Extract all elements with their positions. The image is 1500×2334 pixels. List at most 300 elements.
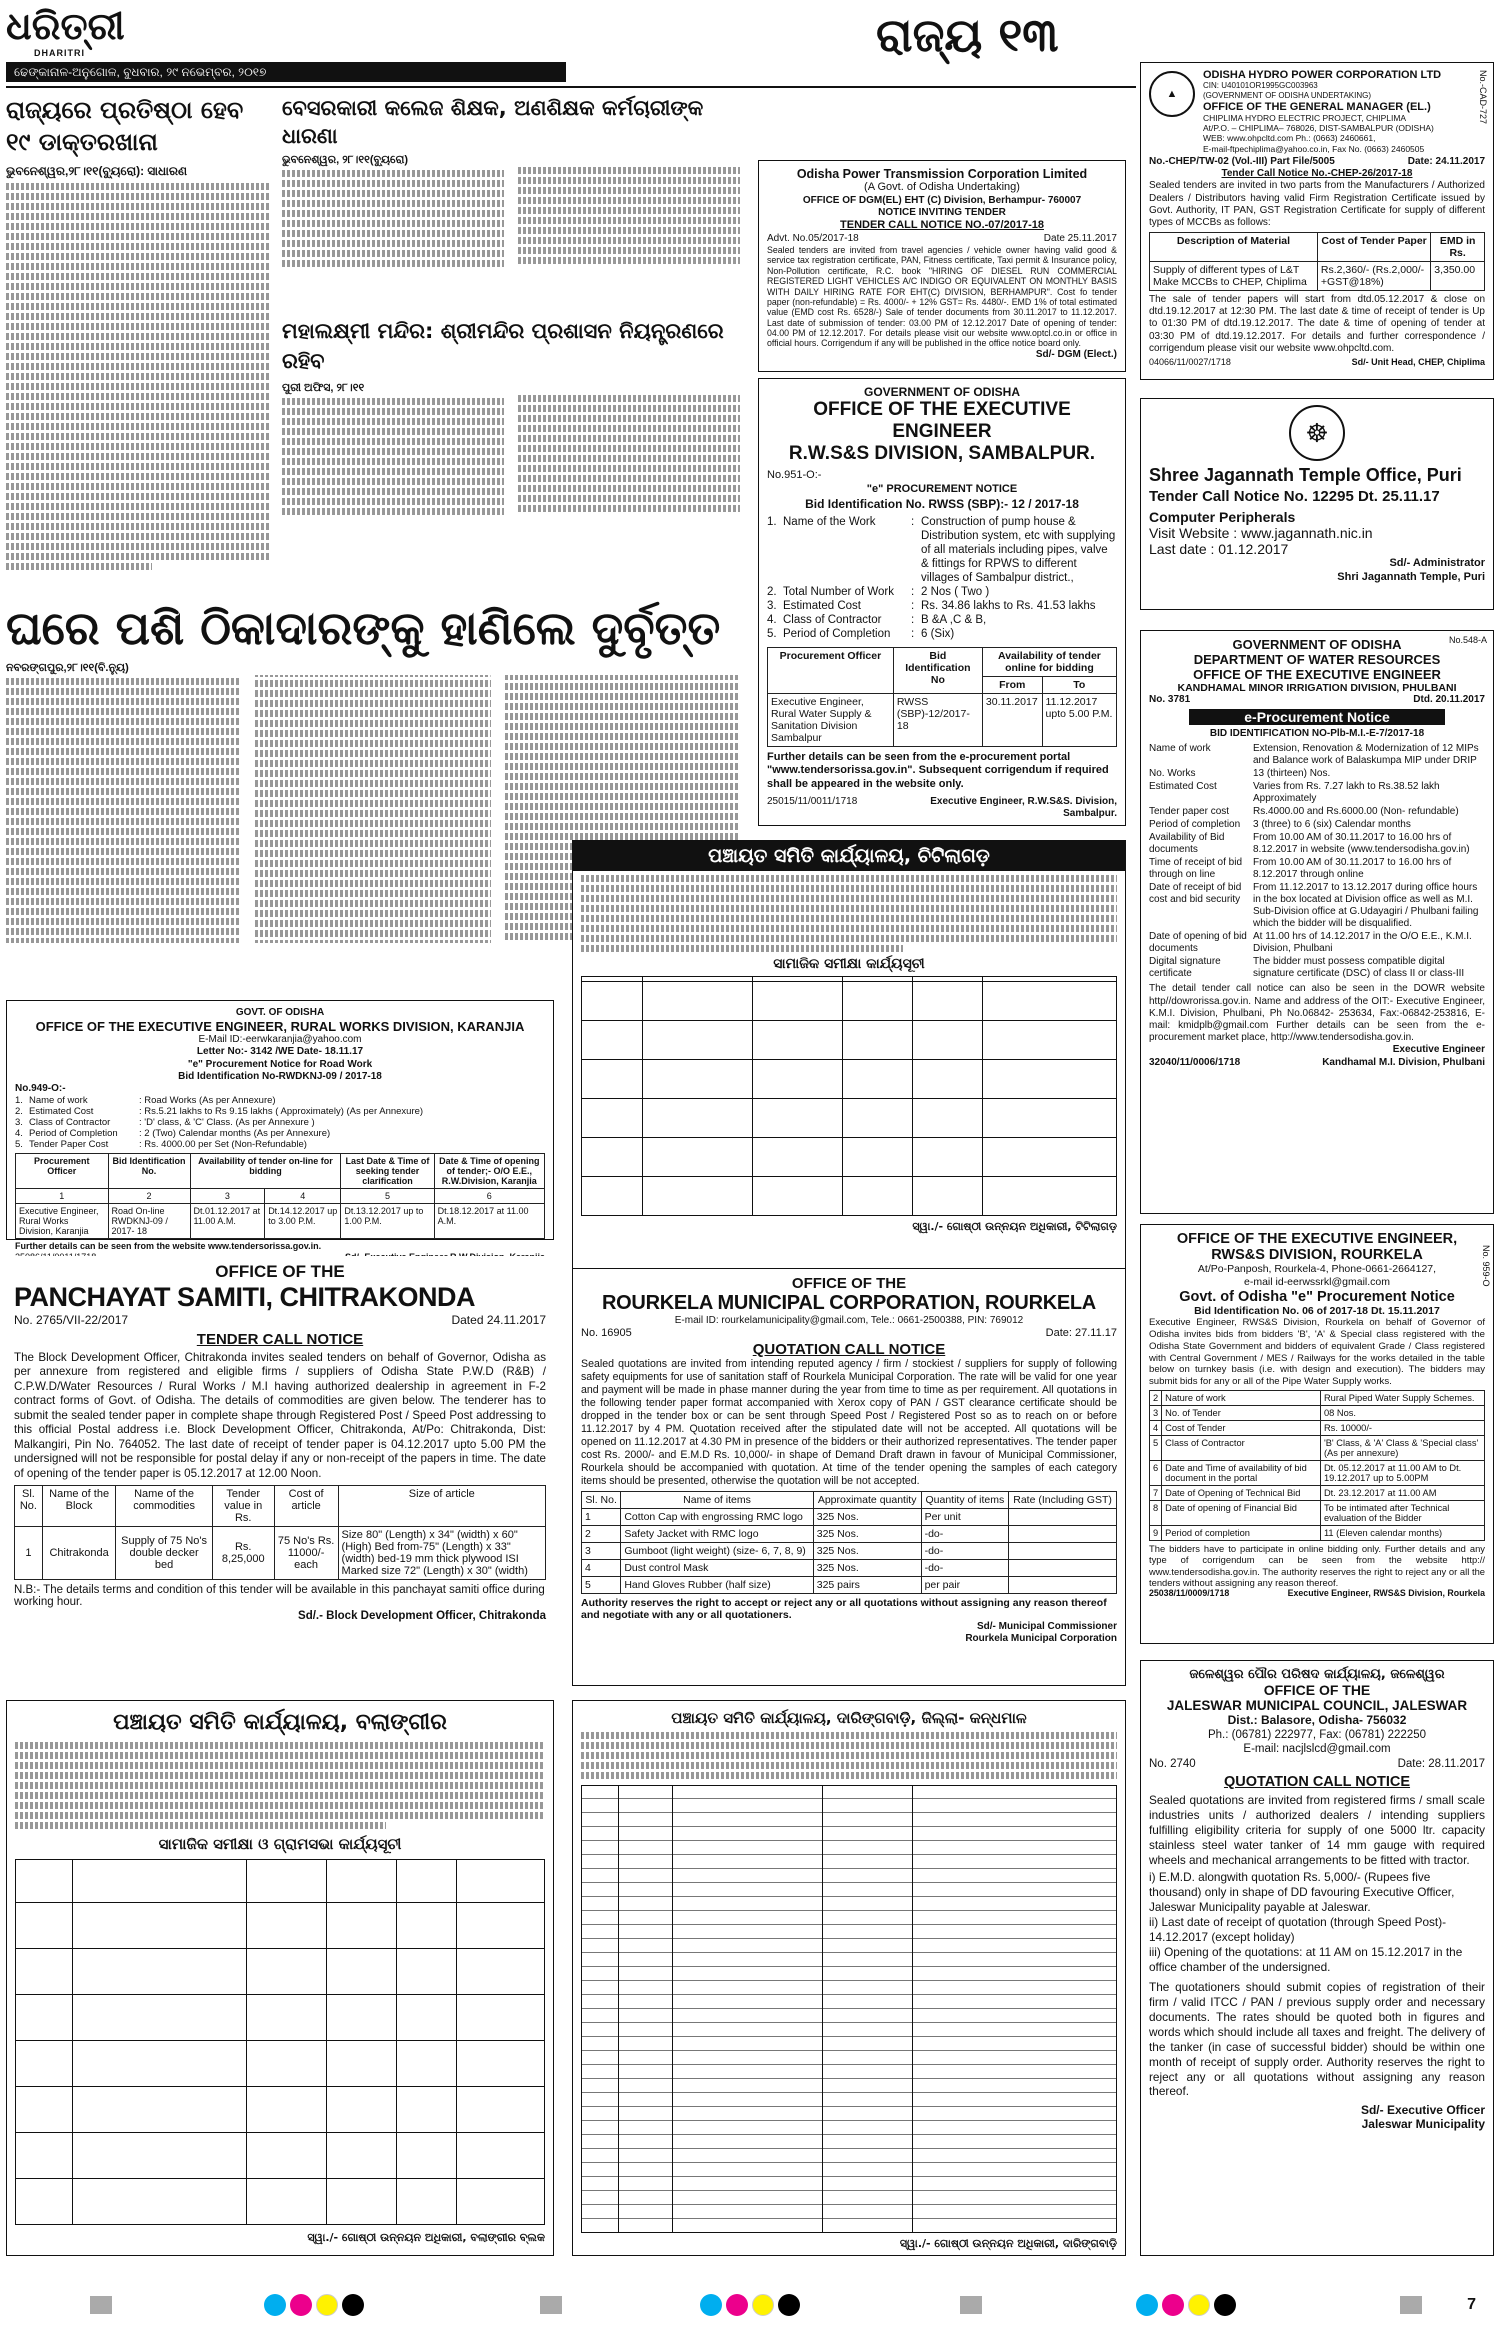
ad-adv: Advt. No.05/2017-18 (767, 232, 859, 244)
ad-jagannath (1140, 398, 1494, 610)
table-col-rule (456, 1860, 457, 2224)
table-head-cell: Bid Identification No (893, 647, 982, 693)
dateline-bar (6, 62, 566, 82)
color-dot-black (778, 2294, 800, 2316)
item-label: Tender paper cost (1149, 806, 1230, 818)
list-item (1149, 819, 1485, 831)
table-cell (1009, 1509, 1117, 1526)
ad-ref-line (767, 233, 1117, 245)
color-dot-magenta (290, 2294, 312, 2316)
table-cell: 325 Nos. (813, 1560, 921, 1577)
table-head-cell: Availability of tender online for bidding (982, 647, 1116, 676)
ad-address: At/P.O. – CHIPLIMA– 768026, DIST-SAMBALPUR (ODISHA) (1203, 122, 1434, 133)
ad-bid: Bid Identification No. 06 of 2017-18 Dt. 15.11.2017 (1194, 1304, 1440, 1317)
table-cell: 'B' Class, & 'A' Class & 'Special class' (As per annexure) (1320, 1435, 1484, 1460)
ad-date: Dated 24.11.2017 (451, 1313, 546, 1327)
color-dot-black (342, 2294, 364, 2316)
table-cell: 2 (582, 1526, 621, 1543)
ad-date: Date: 28.11.2017 (1397, 1757, 1485, 1770)
ad-ref-line (1149, 1757, 1485, 1771)
ad-points (1149, 1870, 1485, 1974)
ad-notice: NOTICE INVITING TENDER (878, 206, 1006, 218)
ad-title: ପଞ୍ଚାୟତ ସମିତି କାର୍ଯ୍ୟାଳୟ, ବଲାଙ୍ଗୀର (113, 1710, 447, 1735)
table-col-rule (982, 977, 983, 1215)
ad-notice: "e" PROCUREMENT NOTICE (866, 482, 1018, 495)
ohpc-side-no: No.-CAD-727 (1478, 70, 1488, 125)
item-num: 3. (767, 599, 777, 612)
table-cell: Per unit (921, 1509, 1009, 1526)
color-dot-magenta (1162, 2294, 1184, 2316)
item-value: 3 (three) to 6 (six) Calendar months (1253, 819, 1411, 831)
ad-title: JALESWAR MUNICIPAL COUNCIL, JALESWAR (1166, 1698, 1468, 1713)
table-cell: Dt. 05.12.2017 at 11.00 AM to Dt. 19.12.2017 up to 5.00PM (1320, 1460, 1484, 1485)
table-cell: Dt.14.12.2017 up to 3.00 P.M. (265, 1204, 341, 1239)
table-cell: 4 (582, 1560, 621, 1577)
ad-no: No. 3781 (1149, 694, 1191, 705)
ad-govt: (GOVERNMENT OF ODISHA UNDERTAKING) (1203, 90, 1372, 100)
ad-ref: 25015/11/0011/1718 (767, 795, 858, 807)
ad-office: OFFICE OF THE (791, 1275, 907, 1292)
table-cell: Nature of work (1162, 1390, 1321, 1405)
ad-sign: Sd/- Executive Officer (1360, 2103, 1485, 2118)
ad-balangir (6, 1700, 554, 2256)
table-col-rule (822, 1786, 823, 2232)
ad-bid: BID IDENTIFICATION NO-Plb-M.I.-E-7/2017-18 (1209, 728, 1425, 740)
ad-badge: No.548-A (1448, 635, 1487, 645)
ad-govt: GOVT. OF ODISHA (235, 1007, 325, 1018)
table-cell: Hand Gloves Rubber (half size) (621, 1577, 813, 1594)
table-cell (1009, 1560, 1117, 1577)
ad-web: WEB: www.ohpcltd.com Ph.: (0663) 2460661, (1203, 133, 1376, 144)
ad-table (14, 1485, 546, 1580)
ad-sign: Executive Engineer (1392, 1044, 1485, 1056)
color-dot-magenta (726, 2294, 748, 2316)
table-col-rule (246, 1860, 247, 2224)
ad-sign: ସ୍ୱା./- ଗୋଷ୍ଠୀ ଉନ୍ନୟନ ଅଧିକାରୀ, ଦାରିଙ୍ଗବାଡ଼ି (899, 2237, 1117, 2250)
table-cell: 75 No's Rs. 11000/- each (274, 1527, 338, 1580)
item-label: Date of opening of bid documents (1149, 931, 1247, 955)
table-head-cell: From (982, 676, 1042, 693)
table-cell: Rs. 8,25,000 (212, 1527, 274, 1580)
ad-daringbadi (572, 1700, 1126, 2256)
item-num: 4. (767, 613, 777, 626)
table-head-cell: Cost of article (274, 1486, 338, 1527)
item-value: : 2 (Two) Calendar months (As per Annexure) (139, 1128, 331, 1140)
ad-ref-line (1149, 156, 1485, 168)
ad-sign: Sd/- Administrator (1389, 557, 1485, 569)
table-cell: 30.11.2017 (982, 693, 1042, 746)
ad-body: Sealed tenders are invited from travel agencies / vehicle owner having valid good & service tax registration certificate, PAN, Fitness certificate, Taxi permit & Insurance policy, Non-Pollution certificate, R.C. book "HIRING OF DIESEL RUN COMMERCIAL REGISTERED LIGHT VEHICLES A/C INDIGO OR EQUIVALENT ON MONTHLY BASIS WITH DAILY HIRING RATE FOR EHT(C) DIVISION, BERHAMPUR". Cost fo tender paper (non-refundable) = Rs. 4000/- + 12% GST= Rs. 4480/-. EMD 1% of total estimated value (EMD cost Rs. 6528/-) Sale of tender documents from 30.11.2017 to 11.12.2017. Last date of submission of tender: 03.00 PM of 12.12.2017 Date of opening of tender: 04.00 PM of 12.12.2017. For details please visit our website www.optcl.co.in or office in official hours. Corrigendum if any will be published in the office notice board only. (767, 245, 1117, 349)
ad-date: Date 25.11.2017 (1043, 232, 1117, 244)
table-cell: Executive Engineer, Rural Works Division, Karanjia (16, 1204, 109, 1239)
item-num: 1. (15, 1095, 23, 1107)
item-label: Estimated Cost (29, 1106, 94, 1118)
table-cell: 325 pairs (813, 1577, 921, 1594)
gray-swatch (1400, 2296, 1422, 2314)
ohpc-head (1203, 69, 1485, 154)
ad-schedule-table (15, 1859, 545, 2225)
ad-office: OFFICE OF THE GENERAL MANAGER (EL.) (1203, 100, 1431, 113)
table-row (582, 1560, 1117, 1577)
item-num: 5. (767, 627, 777, 640)
ad-email: e-mail id-eerwssrkl@gmail.com (1243, 1275, 1390, 1288)
table-row (15, 1527, 546, 1580)
list-item (767, 627, 1117, 641)
list-item (767, 613, 1117, 627)
story-byline: ପୁରୀ ଅଫିସ, ୨୮।୧୧ (282, 382, 365, 394)
story-byline: ଭୁବନେଶ୍ୱର, ୨୮।୧୧(ବ୍ୟୁରୋ) (282, 154, 408, 166)
ad-side-no: No. 959-O (1481, 1245, 1491, 1287)
table-head-cell: Size of article (338, 1486, 545, 1527)
table-col-rule (72, 1860, 73, 2224)
table-cell: Cotton Cap with engrossing RMC logo (621, 1509, 813, 1526)
table-cell: 3 (582, 1543, 621, 1560)
table-header (16, 1154, 545, 1189)
ad-div: R.W.S&S DIVISION, SAMBALPUR. (788, 443, 1096, 464)
ad-sign: Jaleswar Municipality (1361, 2117, 1485, 2132)
list-item (767, 599, 1117, 613)
table-head-cell: Name of the Block (42, 1486, 116, 1527)
ad-phone: Ph.: (06781) 222977, Fax: (06781) 222250 (1207, 1729, 1427, 1741)
story-title: ମହାଲକ୍ଷ୍ମୀ ମନ୍ଦିର: ଶ୍ରୀମନ୍ଦିର ପ୍ରଶାସନ ନିୟନ୍ତ୍ରଣରେ ରହିବ (282, 319, 724, 373)
color-dot-black (1214, 2294, 1236, 2316)
table-cell: 3 (1150, 1405, 1162, 1420)
ad-sign: Sd/- DGM (Elect.) (1035, 348, 1117, 360)
gray-swatch (90, 2296, 112, 2314)
table-cell: 3 (190, 1189, 265, 1204)
table-col-rule (326, 1860, 327, 2224)
ad-title: ROURKELA MUNICIPAL CORPORATION, ROURKELA (602, 1292, 1096, 1314)
ad-ref-line (1149, 1588, 1485, 1599)
table-cell: Date of Opening of Technical Bid (1162, 1485, 1321, 1500)
list-item (1149, 806, 1485, 818)
table-head-cell: Procurement Officer (768, 647, 894, 693)
story-body (282, 395, 740, 517)
item-value: From 10.00 AM of 30.11.2017 to 16.00 hrs of 8.12.2017 in website (www.tendersodisha.gov.in) (1253, 832, 1470, 856)
table-cell: Dt.01.12.2017 at 11.00 A.M. (190, 1204, 265, 1239)
ad-tcn: TENDER CALL NOTICE NO.-07/2017-18 (840, 219, 1044, 232)
story-title: ବେସରକାରୀ କଲେଜ ଶିକ୍ଷକ, ଅଣଶିକ୍ଷକ କର୍ମଚାରୀଙ୍କ ଧାରଣା (282, 96, 704, 148)
table-cell: Cost of Tender (1162, 1420, 1321, 1435)
ad-items (15, 1095, 545, 1150)
table-cell: 08 Nos. (1320, 1405, 1484, 1420)
story-title: ରାଜ୍ୟରେ ପ୍ରତିଷ୍ଠା ହେବ ୧୯ ଡାକ୍ତରଖାନା (6, 96, 244, 156)
table-cell: 11.12.2017 upto 5.00 P.M. (1042, 693, 1116, 746)
ad-footer: Further details can be seen from the e-procurement portal "www.tendersorissa.gov.in". Subsequent corrigendum if required shall be appeared in the website only. (767, 750, 1109, 791)
list-item (1149, 832, 1485, 856)
item-label: No. Works (1149, 768, 1196, 780)
table-row (1150, 1460, 1485, 1485)
item-num: 2. (15, 1106, 23, 1118)
color-dot-yellow (316, 2294, 338, 2316)
item-value: Rs.4000.00 and Rs.6000.00 (Non- refundable) (1253, 806, 1459, 818)
story-body (282, 167, 740, 269)
ad-no: No. 2740 (1149, 1757, 1196, 1770)
color-dot-cyan (264, 2294, 286, 2316)
ad-visit: Visit Website : www.jagannath.nic.in (1149, 525, 1373, 541)
item-value: 2 Nos ( Two ) (921, 585, 990, 598)
ad-email: E-Mail ID:-eerwkaranjia@yahoo.com (198, 1034, 362, 1046)
story-byline: ଭୁବନେଶ୍ୱର,୨୮।୧୧(ବ୍ୟୁରୋ): ସାଧାରଣ (6, 164, 188, 178)
item-label: Time of receipt of bid through on line (1149, 857, 1243, 881)
table-col-rule (618, 1786, 619, 2232)
item-value: : 'D' class, & 'C' Class. (As per Annexure ) (139, 1117, 315, 1129)
ad-body: Sealed tenders are invited in two parts from the Manufacturers / Authorized Dealers / Distributors having valid Firm Registration Certificate issued by Govt. Authority, IT PAN, GST Registration Certificate for supply of different types of MCCBs as follows: (1149, 180, 1485, 228)
item-value: B &A ,C & B, (921, 613, 987, 626)
table-head-cell: Procurement Officer (16, 1154, 109, 1189)
table-cell: Dt.13.12.2017 up to 1.00 P.M. (341, 1204, 434, 1239)
table-row (582, 1543, 1117, 1560)
ad-email: E-mail: nacjlslcd@gmail.com (1243, 1743, 1391, 1756)
table-head-cell: Approximate quantity (813, 1492, 921, 1509)
ad-footer: The sale of tender papers will start from dtd.05.12.2017 & close on dtd.19.12.2017 at 12:30 PM. The last date & time of receipt of tender is Up to 01:30 PM of dtd.19.12.2017. The date & time of opening of tender at 03:30 PM of dtd.19.12.2017. For details and further correspondence / corrigendum please visit our website www.ohpcltd.com. (1149, 294, 1485, 354)
ad-sub: (A Govt. of Odisha Undertaking) (864, 181, 1020, 193)
table-cell: Rs.2,360/- (Rs.2,000/-+GST@18%) (1317, 262, 1430, 291)
item-value: 6 (Six) (921, 627, 955, 640)
table-cell: Executive Engineer, Rural Water Supply & Sanitation Division Sambalpur (768, 693, 894, 746)
ad-table (1149, 232, 1485, 291)
ad-water-resources (1140, 630, 1494, 1214)
ad-dept: DEPARTMENT OF WATER RESOURCES (1193, 652, 1441, 667)
ad-items (767, 515, 1117, 641)
list-item (15, 1095, 545, 1106)
item-value: Rs. 34.86 lakhs to Rs. 41.53 lakhs (921, 599, 1096, 612)
ad-dist: Dist.: Balasore, Odisha- 756032 (1227, 1713, 1407, 1727)
ad-body-2: The quotationers should submit copies of registration of their firm / valid ITCC / PAN / previous supply order and necessary documents. The rates should be quoted both in figures and words which should include all taxes and freight. The delivery of the tanker (in case of successful bidder) should be within one month of receipt of supply order. Authority reserves the right to reject any or all quotations without assigning any reason thereof. (1149, 1980, 1485, 2099)
ad-footer: Authority reserves the right to accept or reject any or all quotations without assigning any reason thereof and negotiate with any or all quotationers. (581, 1597, 1107, 1622)
table-cell: Period of completion (1162, 1525, 1321, 1540)
table-cell: Gumboot (light weight) (size- 6, 7, 8, 9) (621, 1543, 813, 1560)
ad-ref-line (767, 796, 1117, 820)
gray-swatch (960, 2296, 982, 2314)
list-item (1149, 956, 1485, 980)
table-header (768, 647, 1117, 676)
item-value: From 11.12.2017 to 13.12.2017 during office hours in the box located at Division office as well as M.I. Sub-Division office at G.Udayagiri / Phulbani failing which the bidder will be disqualified. (1253, 882, 1479, 930)
table-head-cell: Availability of tender on-line for bidding (190, 1154, 341, 1189)
list-item (767, 585, 1117, 599)
ad-body (581, 875, 1117, 952)
table-head-cell: Name of the commodities (116, 1486, 212, 1527)
ad-sign: Sd/- Unit Head, CHEP, Chiplima (1351, 357, 1485, 367)
table-head-cell: Sl. No. (582, 1492, 621, 1509)
item-value: The bidder must possess compatible digital signature certificate (DSC) of class II or class-III (1253, 956, 1465, 980)
table-cell: 3,350.00 (1431, 262, 1485, 291)
ad-title: PANCHAYAT SAMITI, CHITRAKONDA (14, 1282, 476, 1312)
ad-ref-line (14, 1313, 546, 1328)
table-row (1150, 1390, 1485, 1405)
table-row (1150, 1485, 1485, 1500)
ad-sign: Kandhamal M.I. Division, Phulbani (1322, 1056, 1485, 1068)
logo-sub: DHARITRI (34, 48, 85, 58)
ad-date: Date: 24.11.2017 (1407, 155, 1485, 167)
temple-logo: ☸ (1289, 405, 1345, 461)
ad-karanjia (6, 1000, 554, 1252)
ad-cin: CIN: U40101OR1995GC003963 (1203, 81, 1318, 90)
table-cell: per pair (921, 1577, 1009, 1594)
item-label: Availability of Bid documents (1149, 832, 1225, 856)
table-head-cell: Date & Time of opening of tender;- O/O E.E., R.W.Division, Karanjia (434, 1154, 544, 1189)
ad-rwss-sambalpur (758, 378, 1126, 826)
ad-title: ପଞ୍ଚାୟତ ସମିତି କାର୍ଯ୍ୟାଳୟ, ଚିଟିଲାଗଡ଼ (573, 841, 1125, 871)
list-item (1149, 857, 1485, 881)
ad-sign: Rourkela Municipal Corporation (965, 1633, 1117, 1645)
ad-ref-line (1149, 1057, 1485, 1069)
ad-subtitle: ସାମାଜିକ ସମୀକ୍ଷା କାର୍ଯ୍ୟସୂଚୀ (773, 956, 925, 972)
table-head-cell: Tender value in Rs. (212, 1486, 274, 1527)
item-value: From 10.00 AM of 30.11.2017 to 16.00 hrs of 8.12.2017 through online (1253, 857, 1452, 881)
list-item: i) E.M.D. alongwith quotation Rs. 5,000/- (Rupees five thousand) only in shape of DD favouring Executive Officer, Jaleswar Municipality payable at Jaleswar. (1149, 1870, 1455, 1915)
ad-tcn: Tender Call Notice No.-CHEP-26/2017-18 (1221, 168, 1413, 180)
item-value: Extension, Renovation & Modernization of 12 MIPs and Balance work of Balaskumpa MIP under DRIP (1253, 743, 1479, 767)
ad-table (581, 1491, 1117, 1594)
table-cell: 6 (434, 1189, 544, 1204)
table-cell: Date and Time of availability of bid document in the portal (1162, 1460, 1321, 1485)
item-label: Name of the Work (783, 515, 876, 528)
table-cell: Chitrakonda (42, 1527, 116, 1580)
table-head-cell: Rate (Including GST) (1009, 1492, 1117, 1509)
item-label: Date of receipt of bid cost and bid security (1149, 882, 1242, 906)
ad-chitrakonda (6, 1256, 554, 1686)
table-header (15, 1486, 546, 1527)
ad-email: E-mail-ftpechiplima@yahoo.co.in, Fax No. (0663) 2460505 (1203, 143, 1425, 154)
ad-office: OFFICE OF THE EXECUTIVE ENGINEER (1193, 667, 1441, 682)
table-cell: Supply of different types of L&T Make MCCBs to CHEP, Chiplima (1150, 262, 1318, 291)
ad-last: Last date : 01.12.2017 (1149, 541, 1289, 557)
table-row (768, 693, 1117, 746)
ad-rows (1149, 743, 1485, 980)
table-cell: 2 (1150, 1390, 1162, 1405)
item-label: Estimated Cost (1149, 781, 1217, 793)
ad-ref-line (581, 1327, 1117, 1341)
ad-footer: The bidders have to participate in online bidding only. Further details and any type of corrigendum can be seen from the website http:// www.tendersodisha.gov.in. The authority reserves the right to reject any or all the tenders without assigning any reason thereof. (1149, 1542, 1485, 1589)
color-dot-yellow (1188, 2294, 1210, 2316)
table-row (582, 1509, 1117, 1526)
table-cell: To be intimated after Technical evaluation of the Bidder (1320, 1500, 1484, 1525)
ad-title: Shree Jagannath Temple Office, Puri (1149, 465, 1462, 485)
logo-text: ଧରିତ୍ରୀ (6, 4, 125, 48)
list-item (15, 1128, 545, 1139)
ad-office: OFFICE OF THE (1263, 1682, 1371, 1698)
table-head-cell: Sl. No. (15, 1486, 43, 1527)
item-num: 1. (767, 515, 777, 528)
item-num: 2. (767, 585, 777, 598)
table-head-cell: Bid Identification No. (108, 1154, 190, 1189)
ad-body (15, 1742, 545, 1829)
table-head-cell: EMD in Rs. (1431, 233, 1485, 262)
story-college-staff (282, 94, 740, 304)
ad-footer: N.B:- The details terms and condition of this tender will be available in this panchayat samiti office during working hour. (14, 1584, 545, 1609)
table-cell: Size 80" (Length) x 34" (width) x 60" (High) Bed from-75" (Length) x 33" (width) bed-19 mm thick plywood ISI Marked size 72" (Length) x 30" (width) (338, 1527, 545, 1580)
ad-office: OFFICE OF THE EXECUTIVE ENGINEER, (1176, 1231, 1458, 1247)
masthead (6, 4, 1136, 84)
ad-chitilagad (572, 840, 1126, 1280)
ad-sign: Executive Engineer, RWS&S Division, Rourkela (1287, 1588, 1485, 1599)
table-cell (1009, 1577, 1117, 1594)
table-col-rule (672, 1786, 673, 2232)
ohpc-logo: ▲ (1149, 71, 1195, 117)
ad-footer: The detail tender call notice can also be seen in the DOWR website http//dowrorissa.gov.in. Name and address of the OIT:- Executive Engineer, K.M.I. Division, Phulbani, Ph No.06842- 253634, Fax:-06842-253816, E-mail: kmidplb@gmail.com Further details can be seen from the e-procurement market place, http://www.tendersodisha.gov.in. (1149, 983, 1485, 1044)
item-label: Class of Contractor (29, 1117, 111, 1129)
color-dot-cyan (1136, 2294, 1158, 2316)
ad-schedule-table (581, 976, 1117, 1216)
table-row (582, 1577, 1117, 1594)
ad-ref: 04066/11/0027/1718 (1149, 357, 1231, 367)
ad-no: No.951-O:- (767, 469, 822, 481)
table-row (16, 1189, 545, 1204)
ad-letter: Letter No:- 3142 /WE Date- 18.11.17 (196, 1046, 364, 1058)
item-value: Varies from Rs. 7.27 lakh to Rs.38.52 lakh Approximately (1253, 781, 1440, 805)
table-cell: 5 (582, 1577, 621, 1594)
table-head-cell: Last Date & Time of seeking tender clarification (341, 1154, 434, 1189)
item-label: Name of work (29, 1095, 88, 1107)
table-cell: Safety Jacket with RMC logo (621, 1526, 813, 1543)
ad-date: Date: 27.11.17 (1045, 1327, 1117, 1340)
table-cell: Dt.18.12.2017 at 11.00 A.M. (434, 1204, 544, 1239)
story-hospitals (6, 94, 271, 594)
color-dot-cyan (700, 2294, 722, 2316)
ad-bid: Bid Identification No. RWSS (SBP):- 12 / 2017-18 (805, 496, 1079, 511)
list-item (1149, 931, 1485, 955)
table-row (1150, 1525, 1485, 1540)
masthead-rule (6, 86, 1136, 88)
ad-table (767, 647, 1117, 747)
table-cell: -do- (921, 1526, 1009, 1543)
ad-org: ODISHA HYDRO POWER CORPORATION LTD (1203, 69, 1442, 81)
item-value: 13 (thirteen) Nos. (1253, 768, 1331, 780)
table-col-rule (842, 977, 843, 1215)
table-col-rule (752, 977, 753, 1215)
ad-table (1149, 1390, 1485, 1541)
ad-body (581, 1732, 1117, 1779)
list-item (767, 515, 1117, 585)
ad-ref: 32040/11/0006/1718 (1149, 1056, 1241, 1068)
list-item (15, 1139, 545, 1150)
ad-rourkela-mc (572, 1268, 1126, 1686)
item-colon: : (911, 515, 915, 528)
table-cell: 4 (265, 1189, 341, 1204)
table-row (16, 1204, 545, 1239)
table-cell: 325 Nos. (813, 1526, 921, 1543)
table-cell: Rs. 10000/- (1320, 1420, 1484, 1435)
table-header (1150, 233, 1485, 262)
table-row (1150, 1420, 1485, 1435)
registration-marks (0, 2286, 1500, 2326)
item-value: : Rs. 4000.00 per Set (Non-Refundable) (139, 1139, 307, 1151)
list-item (1149, 882, 1485, 930)
table-cell: 2 (108, 1189, 190, 1204)
item-label: Tender Paper Cost (29, 1139, 109, 1151)
ad-sign: ସ୍ୱା./- ଗୋଷ୍ଠୀ ଉନ୍ନୟନ ଅଧିକାରୀ, ବଲାଙ୍ଗୀର ବ୍ଲକ (307, 2231, 545, 2244)
table-cell: 325 Nos. (813, 1543, 921, 1560)
ad-sign: Shri Jagannath Temple, Puri (1337, 570, 1485, 583)
item-label: Period of Completion (29, 1128, 118, 1140)
table-cell: 8 (1150, 1500, 1162, 1525)
ad-sign: Sd/- Municipal Commissioner (976, 1621, 1117, 1633)
dateline: ଢେଙ୍କାନାଳ-ଅନୁଗୋଳ, ବୁଧବାର, ୨୯ ନଭେମ୍ବର, ୨୦୧୭ (14, 65, 267, 79)
ad-footer: Further details can be seen from the website www.tendersorissa.gov.in. (15, 1241, 322, 1252)
ad-odia-head: ଜଳେଶ୍ୱର ପୌର ପରିଷଦ କାର୍ଯ୍ୟାଳୟ, ଜଳେଶ୍ୱର (1189, 1667, 1445, 1682)
table-col-rule (396, 1860, 397, 2224)
list-item (1149, 768, 1485, 780)
ad-no: No. 16905 (581, 1327, 632, 1340)
ad-office: OFFICE OF DGM(EL) EHT (C) Division, Berhampur- 760007 (802, 194, 1082, 206)
table-col-rule (912, 977, 913, 1215)
ad-subtitle: ସାମାଜିକ ସମୀକ୍ଷା ଓ ଗ୍ରାମସଭା କାର୍ଯ୍ୟସୂଚୀ (158, 1835, 402, 1853)
ad-project: CHIPLIMA HYDRO ELECTRIC PROJECT, CHIPLIMA (1203, 112, 1407, 123)
table-cell (1009, 1526, 1117, 1543)
ad-rwss-rourkela (1140, 1224, 1494, 1644)
ad-ref-line (1149, 357, 1485, 368)
